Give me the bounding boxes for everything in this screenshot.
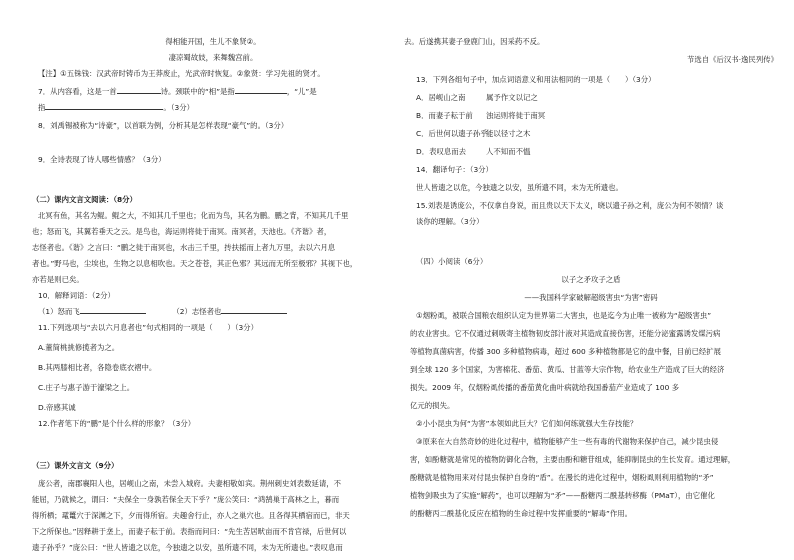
- question-10: 10．解释词语：（2分）: [38, 291, 115, 300]
- answer-blank[interactable]: [80, 313, 146, 314]
- passage-line: 北冥有鱼，其名为鲲。鲲之大，不知其几千里也；化而为鸟，其名为鹏。鹏之背，不知其几千里: [38, 211, 349, 220]
- answer-blank[interactable]: [45, 109, 163, 110]
- question-11-option-d: D.帝感其诚: [38, 403, 76, 412]
- passage-line: 得所栖；鼋鼍穴于深渊之下，夕而得所宿。夫趣舍行止，亦人之巢穴也。且各得其栖宿而已，非天: [32, 511, 350, 520]
- poem-line-2: 凄凉蜀故妓，来舞魏宫前。: [168, 53, 258, 62]
- passage-line: 下之所保也。”因释耕于垄上，而妻子耘于前。表指而问曰：“先生苦居畎亩而不肯官禄，后世何以: [32, 527, 347, 536]
- question-13-option-b: B．而妻子耘于前 浊运则将徙于南冥: [416, 111, 546, 120]
- right-column: [404, 0, 778, 560]
- passage-line: 亦若是则已矣。: [32, 275, 84, 284]
- article-line: 害，如酚糖就是常见的植物防御化合物，主要由酚和糖苷组成，能抑制昆虫的生长发育。通过理解，: [410, 455, 736, 464]
- article-title: 以子之矛攻子之盾: [561, 275, 621, 284]
- article-line: 亿元的损失。: [410, 401, 455, 410]
- passage-line: 者也。”野马也，尘埃也，生物之以息相吹也。天之苍苍，其正色邪？其远而无所至极邪？其视下也，: [32, 259, 358, 268]
- passage-line: 也；怒而飞，其翼若垂天之云。是鸟也，海运则将徙于南冥。南冥者，天池也。《齐谐》者，: [32, 227, 332, 236]
- source-note: 节选自《后汉书·逸民列传》: [686, 55, 778, 64]
- passage-line: 能屈，乃就候之，谓曰：“夫保全一身孰若保全天下乎？”庞公笑曰：“鸿鹄巢于高林之上，暮而: [32, 495, 340, 504]
- article-line: ③原来在大自然奇妙的进化过程中，植物能够产生一些有毒的代谢物来保护自己，减少昆虫侵: [416, 437, 719, 446]
- question-8: 8．刘禹锡被称为“诗豪”，以首联为例，分析其是怎样表现“豪气”的。（3分）: [38, 121, 289, 130]
- passage-line: 庞公者，南郡襄阳人也，居岘山之南，未尝入城府。夫妻相敬如宾。荆州刺史刘表数延请，不: [38, 479, 342, 488]
- question-15: 15.刘表是诱庞公，不仅拿自身说，而且贵以天下太义，晓以遗子孙之利，庞公为何不领情？谈: [416, 201, 724, 210]
- article-line: ②小小昆虫为何“为害”本领如此巨大？它们如何练就强大生存技能？: [416, 419, 638, 428]
- question-14: 14．翻译句子：（3分）: [416, 165, 493, 174]
- question-11-option-b: B.其两膝相比者，各隐卷底衣褶中。: [38, 363, 157, 372]
- answer-blank[interactable]: [117, 93, 161, 94]
- question-7-line-2: 指 。（3分）: [38, 103, 194, 112]
- article-line: 植物剑吸虫为了实施“解药”，也可以理解为“矛”——酚糖丙二酰基转移酶（PMaT），由它催化: [410, 491, 715, 500]
- question-13-option-d: D．表叹息而去 人不知而不愠: [416, 147, 531, 156]
- article-subtitle: ——我国科学家破解超级害虫“为害”密码: [524, 293, 658, 302]
- question-13-option-a: A．居岘山之南 属予作文以记之: [416, 93, 538, 102]
- poem-note: 【注】①五铢钱：汉武帝时铸币为王莽废止，光武帝时恢复。②象贤：学习先祖的贤才。: [38, 69, 325, 78]
- section-4-title: （四）小阅读（6分）: [416, 257, 488, 266]
- question-13-option-c: C．后世何以遗子孙乎能以径寸之木: [416, 129, 531, 138]
- article-line: 等植物真菌病害，传播 300 多种植物病毒，超过 600 多种植物都是它的盘中餐，目前已经扩展: [410, 347, 722, 356]
- passage-line: 志怪者也。《谐》之言曰：“鹏之徙于南冥也，水击三千里，抟扶摇而上者九万里，去以六月息: [32, 243, 336, 252]
- passage-line: 去。后遂携其妻子登鹿门山，因采药不反。: [404, 37, 545, 46]
- article-line: 损失。2009 年，仅烟粉虱传播的番茄黄化曲叶病就给我国番茄产业造成了 100 多: [410, 383, 680, 392]
- article-line: 的农业害虫。它不仅通过刺吸寄主植物韧皮部汁液对其造成直接伤害，还能分泌蜜露诱发煤污病: [410, 329, 721, 338]
- question-7-line-1: 7．从内容看，这是一首 诗。颈联中的“相”是指 ，“儿”是: [38, 87, 317, 96]
- section-2-title: （二）课内文言文阅读：（8分）: [32, 195, 137, 204]
- question-12: 12.作者笔下的“鹏”是个什么样的形象？（3分）: [38, 419, 196, 428]
- question-11-option-a: A.董简桃挑修揽者为之。: [38, 343, 120, 352]
- question-9: 9．全诗表现了诗人哪些情感？（3分）: [38, 155, 166, 164]
- article-line: ①烟粉虱，被联合国粮农组织认定为世界第二大害虫，也是迄今为止唯一被称为“超级害虫”: [416, 311, 712, 320]
- article-line: 酚糖就是植物用来对付昆虫保护自身的“盾”。在漫长的进化过程中，烟粉虱则利用植物的“矛”: [410, 473, 714, 482]
- question-14-text: 世人皆遗之以危，今独遗之以安，虽所遗不同，未为无所遗也。: [416, 183, 623, 192]
- question-15-cont: 谈你的理解。（3分）: [416, 217, 484, 226]
- answer-blank[interactable]: [235, 93, 287, 94]
- question-11: 11.下列选项与“去以六月息者也”句式相同的一项是（ ）（3分）: [38, 323, 258, 332]
- article-line: 的酚糖丙二酰基化反应在植物的生命过程中发挥重要的“解毒”作用。: [410, 509, 632, 518]
- left-column: [26, 0, 400, 560]
- poem-line-1: 得相能开国，生儿不象贤②。: [165, 37, 261, 46]
- question-11-option-c: C.庄子与惠子游于濠梁之上。: [38, 383, 135, 392]
- section-3-title: （三）课外文言文（9分）: [32, 461, 119, 470]
- question-10-items: （1）怒而飞 （2）志怪者也: [38, 308, 287, 315]
- article-line: 到全球 120 多个国家，为害棉花、番茄、黄瓜、甘蓝等大宗作物，给农业生产造成了巨大的经济: [410, 365, 725, 374]
- answer-blank[interactable]: [221, 313, 287, 314]
- passage-line: 遗子孙乎？”庞公曰：“世人皆遗之以危，今独遗之以安，虽所遗不同，未为无所遗也。”表叹息而: [32, 543, 343, 552]
- question-13: 13．下列各组句子中，加点词语意义和用法相同的一项是（ ）（3分）: [416, 75, 656, 84]
